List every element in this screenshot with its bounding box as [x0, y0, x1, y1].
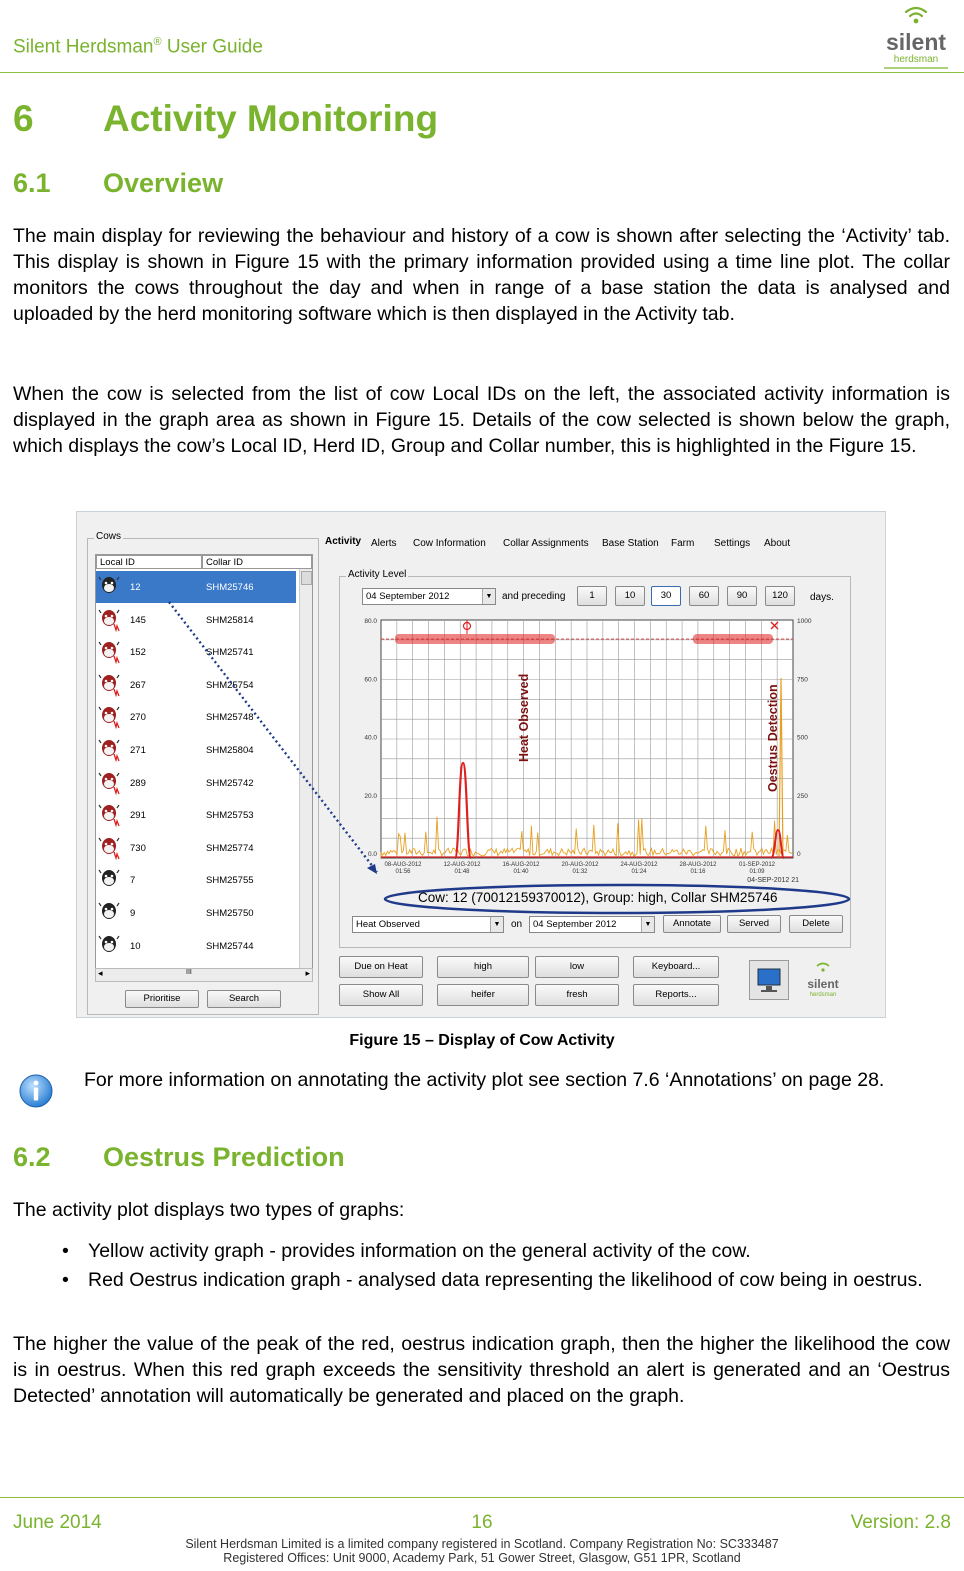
section-heading: 6 Activity Monitoring — [13, 98, 439, 139]
days-label: days. — [810, 592, 834, 603]
heat-observed-label: Heat Observed — [517, 673, 531, 762]
svg-text:silent: silent — [885, 29, 947, 55]
end-date-label: 04-SEP-2012 21 — [747, 877, 799, 884]
x-tick-date: 16-AUG-2012 — [502, 862, 540, 868]
y-right-tick-label: 750 — [797, 676, 808, 684]
cow-collar-id: SHM25741 — [206, 647, 254, 659]
footer-date: June 2014 — [13, 1512, 102, 1533]
date-select-arrow-icon[interactable]: ▼ — [482, 589, 495, 604]
day-button-120[interactable]: 120 — [765, 586, 795, 606]
footer-version: Version: 2.8 — [850, 1512, 951, 1533]
footer-page-number: 16 — [471, 1512, 493, 1533]
day-button-60[interactable]: 60 — [689, 586, 719, 606]
heifer-button[interactable]: heifer — [437, 984, 529, 1006]
overview-paragraph-2: When the cow is selected from the list of cow Local IDs on the left, the associated activity information is displayed in the graph area as shown in Figure 15. Details of the cow selected is shown below the graph, which displays the cow’s Local ID, Herd ID, Group and Collar number, this is highlighted in the Figure 15. — [13, 383, 950, 457]
day-button-1[interactable]: 1 — [577, 586, 607, 606]
cow-collar-id: SHM25774 — [206, 842, 254, 854]
bullet-icon: • — [62, 1269, 69, 1291]
tab-base-station[interactable]: Base Station — [602, 538, 659, 549]
x-tick-time: 01:40 — [513, 869, 529, 875]
cow-local-id: 730 — [130, 842, 146, 854]
footer-rule — [0, 1497, 964, 1498]
oestrus-heading: 6.2 Oestrus Prediction — [13, 1142, 345, 1172]
cow-collar-id: SHM25748 — [206, 712, 254, 724]
tab-cow-information[interactable]: Cow Information — [413, 538, 486, 549]
hscroll-thumb[interactable]: III — [186, 969, 192, 976]
y-right-tick-label: 1000 — [797, 618, 812, 625]
silent-herdsman-logo — [876, 0, 956, 72]
x-tick-time: 01:48 — [454, 869, 470, 875]
tab-farm[interactable]: Farm — [671, 538, 695, 549]
bullet-item-1: Yellow activity graph - provides information on the general activity of the cow. — [88, 1240, 751, 1262]
cows-group-label: Cows — [96, 531, 122, 542]
figure-caption: Figure 15 – Display of Cow Activity — [349, 1032, 615, 1049]
x-tick-time: 01:09 — [749, 869, 765, 875]
bullet-icon: • — [62, 1240, 69, 1262]
y-left-tick-label: 60.0 — [364, 676, 377, 684]
show-all-button[interactable]: Show All — [339, 984, 423, 1006]
day-button-10[interactable]: 10 — [615, 586, 645, 606]
activity-level-label: Activity Level — [348, 569, 407, 580]
bullet-item-2: Red Oestrus indication graph - analysed data representing the likelihood of cow being in oestrus. — [88, 1269, 923, 1291]
cow-info-highlight — [382, 883, 852, 915]
fresh-button[interactable]: fresh — [535, 984, 619, 1006]
x-tick-time: 01:32 — [572, 869, 588, 875]
reports-button[interactable]: Reports... — [633, 984, 719, 1006]
tab-about[interactable]: About — [764, 538, 791, 549]
cow-local-id: 10 — [130, 940, 141, 952]
annotate-button[interactable]: Annotate — [663, 915, 721, 933]
oestrus-detection-label: Oestrus Detection — [766, 684, 780, 792]
overview-paragraph-1: The main display for reviewing the behaviour and history of a cow is shown after selecting the ‘Activity’ tab. This display is shown in Figure 15 with the primary information provided using a time line plot. The collar monitors the cows throughout the day and when in range of a base station the data is analysed and uploaded by the herd monitoring software which is then displayed in the Activity tab. — [13, 225, 950, 325]
x-tick-time: 01:16 — [690, 869, 706, 875]
cow-collar-id: SHM25746 — [206, 582, 254, 593]
search-button[interactable]: Search — [207, 990, 281, 1008]
annotation-date-select[interactable]: 04 September 2012 ▼ — [529, 916, 655, 933]
y-right-tick-label: 500 — [797, 734, 808, 742]
oestrus-paragraph: The higher the value of the peak of the red, oestrus indication graph, then the higher the likelihood the cow is in oestrus. When this red graph exceeds the sensitivity threshold an alert is generated and an ‘Oestrus Detected’ annotation will automatically be generated and placed on the graph. — [13, 1333, 950, 1407]
svg-text:herdsman: herdsman — [809, 992, 837, 998]
x-tick-date: 28-AUG-2012 — [679, 862, 717, 868]
cow-local-id: 7 — [130, 875, 136, 887]
info-icon — [18, 1073, 54, 1109]
cow-collar-id: SHM25755 — [206, 875, 254, 887]
column-collar-id[interactable]: Collar ID — [202, 555, 312, 569]
low-button[interactable]: low — [535, 956, 619, 978]
info-note: For more information on annotating the activity plot see section 7.6 ‘Annotations’ on page 28. — [84, 1069, 885, 1091]
date-select[interactable]: 04 September 2012 ▼ — [362, 588, 496, 605]
y-right-tick-label: 250 — [797, 792, 808, 800]
footer-company-line: Silent Herdsman Limited is a limited company registered in Scotland. Company Registration No: SC333487 — [185, 1537, 779, 1551]
cow-collar-id: SHM25750 — [206, 908, 254, 919]
highlight-arrow — [77, 512, 886, 1018]
high-button[interactable]: high — [437, 956, 529, 978]
cow-collar-id: SHM25804 — [206, 745, 254, 756]
delete-button[interactable]: Delete — [789, 915, 843, 933]
cow-info-text: Cow: 12 (70012159370012), Group: high, Collar SHM25746 — [418, 890, 778, 905]
y-left-tick-label: 40.0 — [364, 734, 377, 742]
on-label: on — [511, 919, 523, 930]
computer-button[interactable] — [749, 960, 789, 1000]
prioritise-button[interactable]: Prioritise — [125, 990, 199, 1008]
y-left-tick-label: 0.0 — [367, 851, 377, 859]
and-preceding-label: and preceding — [502, 591, 566, 602]
footer-address-line: Registered Offices: Unit 9000, Academy Park, 51 Gower Street, Glasgow, G51 1PR, Scotland — [223, 1551, 741, 1565]
monitor-icon — [750, 961, 788, 999]
cow-collar-id: SHM25814 — [206, 614, 254, 626]
cow-local-id: 270 — [130, 712, 146, 724]
tab-alerts[interactable]: Alerts — [371, 538, 397, 549]
cow-collar-id: SHM25744 — [206, 940, 254, 952]
y-right-tick-label: 0 — [797, 851, 801, 859]
cow-local-id: 289 — [130, 777, 146, 789]
served-button[interactable]: Served — [727, 915, 781, 933]
cow-collar-id: SHM25754 — [206, 679, 254, 691]
annotation-select-arrow-icon[interactable]: ▼ — [490, 917, 503, 932]
due-on-heat-button[interactable]: Due on Heat — [339, 956, 423, 978]
x-tick-date: 01-SEP-2012 — [738, 862, 776, 868]
annotation-date-arrow-icon[interactable]: ▼ — [641, 917, 654, 932]
day-button-30[interactable]: 30 — [651, 586, 681, 606]
cow-local-id: 291 — [130, 810, 146, 822]
x-tick-date: 08-AUG-2012 — [384, 862, 422, 868]
cow-local-id: 145 — [130, 614, 146, 626]
overview-heading: 6.1 Overview — [13, 168, 224, 198]
x-tick-date: 24-AUG-2012 — [620, 862, 658, 868]
cow-local-id: 152 — [130, 647, 146, 659]
figure-logo — [799, 958, 847, 1002]
y-left-tick-label: 20.0 — [364, 792, 377, 800]
day-button-90[interactable]: 90 — [727, 586, 757, 606]
hscroll-left-icon[interactable]: ◂ — [98, 968, 103, 978]
cow-collar-id: SHM25753 — [206, 810, 254, 822]
keyboard-button[interactable]: Keyboard... — [633, 956, 719, 978]
cow-local-id: 12 — [130, 582, 141, 593]
header-title: Silent Herdsman® User Guide — [13, 36, 263, 58]
cow-local-id: 9 — [130, 908, 136, 919]
tab-collar-assignments[interactable]: Collar Assignments — [503, 538, 589, 549]
oestrus-intro: The activity plot displays two types of graphs: — [13, 1199, 405, 1221]
hscroll-right-icon[interactable]: ▸ — [305, 968, 310, 978]
x-tick-date: 12-AUG-2012 — [443, 862, 481, 868]
svg-text:silent: silent — [807, 977, 839, 991]
annotation-type-select[interactable]: Heat Observed ▼ — [352, 916, 504, 933]
tab-settings[interactable]: Settings — [714, 538, 751, 549]
header-rule — [0, 72, 964, 73]
cow-collar-id: SHM25742 — [206, 777, 254, 789]
x-tick-date: 20-AUG-2012 — [561, 862, 599, 868]
y-left-tick-label: 80.0 — [364, 618, 377, 625]
svg-text:herdsman: herdsman — [893, 54, 939, 65]
tab-activity[interactable]: Activity — [325, 536, 362, 547]
x-tick-time: 01:56 — [395, 869, 411, 875]
cow-local-id: 271 — [130, 745, 146, 756]
activity-screenshot-figure — [76, 511, 886, 1018]
x-tick-time: 01:24 — [631, 869, 647, 875]
cow-local-id: 267 — [130, 679, 146, 691]
column-local-id[interactable]: Local ID — [96, 555, 202, 569]
